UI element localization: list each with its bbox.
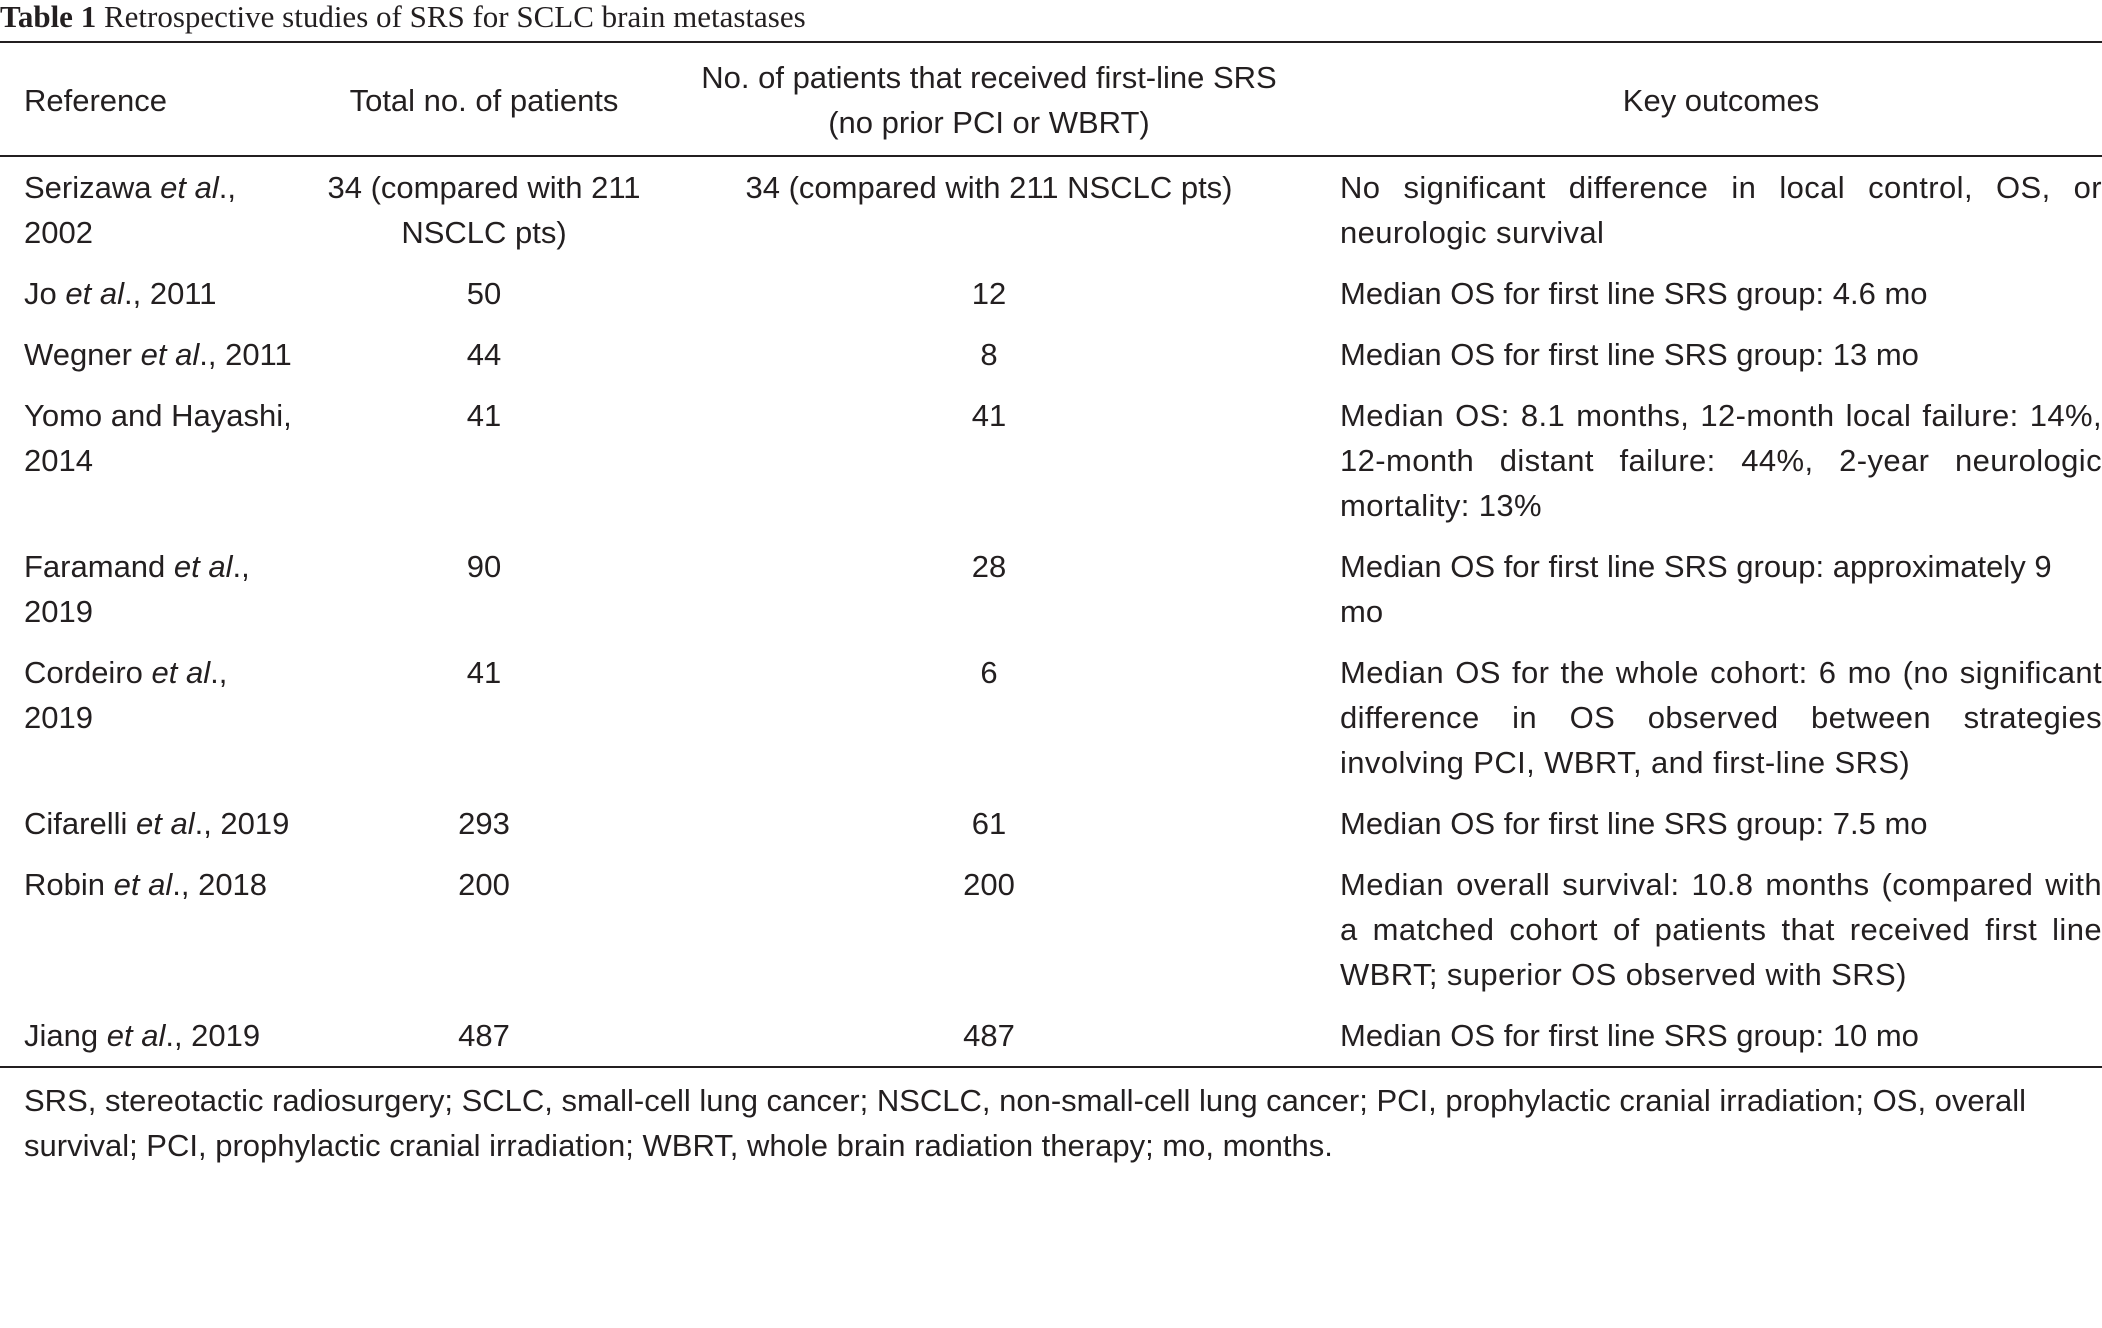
reference-year: ., 2019 (194, 806, 290, 841)
reference-et-al: et al (173, 549, 233, 584)
footnote: SRS, stereotactic radiosurgery; SCLC, small-cell lung cancer; NSCLC, non-small-cell lung cancer; PCI, prophylactic cranial irradiation; OS, overall survival; PCI, prophylactic cranial irradiation; WBRT, whole brain radiation therapy; mo, months. (24, 1083, 2026, 1163)
header-row (0, 42, 2102, 156)
cell-total-patients: 44 (466, 337, 502, 372)
cell-key-outcomes: Median OS for first line SRS group: 4.6 mo (1340, 276, 1928, 311)
cell-key-outcomes: Median OS for first line SRS group: 10 mo (1340, 1018, 1919, 1053)
cell-total-patients: 200 (458, 867, 510, 902)
cell-reference (0, 1005, 314, 1067)
cell-reference (0, 156, 314, 263)
cell-first-line-srs: 6 (980, 655, 998, 690)
cell-total-patients: 50 (466, 276, 502, 311)
reference-author: Wegner (24, 337, 132, 372)
table-label: Table 1 (0, 0, 97, 34)
table-title: Retrospective studies of SRS for SCLC brain metastases (103, 0, 806, 34)
cell-first-line-srs: 28 (971, 549, 1007, 584)
cell-total-patients: 487 (458, 1018, 510, 1053)
reference-et-al: et al (106, 1018, 166, 1053)
cell-first-line-srs: 61 (971, 806, 1007, 841)
cell-first-line-srs: 12 (971, 276, 1007, 311)
reference-et-al: et al (135, 806, 195, 841)
cell-reference (0, 324, 314, 385)
table-caption (0, 0, 806, 34)
cell-first-line-srs: 487 (963, 1018, 1015, 1053)
header-total: Total no. of patients (349, 82, 619, 118)
cell-reference (0, 536, 314, 642)
table-row (0, 1005, 2102, 1067)
reference-year: ., 2011 (123, 276, 217, 311)
footnote-row (0, 1067, 2102, 1168)
cell-first-line-srs: 8 (980, 337, 998, 372)
cell-key-outcomes: Median OS for first line SRS group: approximately 9 mo (1340, 549, 2052, 629)
cell-total-patients: 41 (466, 655, 502, 690)
table-body (0, 156, 2102, 1067)
table-row (0, 793, 2102, 854)
cell-reference (0, 642, 314, 793)
cell-key-outcomes: Median OS: 8.1 months, 12-month local failure: 14%, 12-month distant failure: 44%, 2-year neurologic mortality: 13% (1340, 398, 2102, 523)
table-row (0, 263, 2102, 324)
table-row (0, 536, 2102, 642)
header-first-line-line2: (no prior PCI or WBRT) (828, 105, 1150, 140)
reference-year: ., 2019 (24, 655, 228, 735)
cell-first-line-srs: 200 (963, 867, 1015, 902)
table-row (0, 854, 2102, 1005)
reference-author: Cordeiro (24, 655, 143, 690)
reference-author: Jo (24, 276, 57, 311)
cell-total-patients: 41 (466, 398, 502, 433)
reference-author: Serizawa (24, 170, 152, 205)
header-outcomes: Key outcomes (1622, 82, 1820, 118)
cell-key-outcomes: Median OS for first line SRS group: 7.5 mo (1340, 806, 1928, 841)
reference-year: ., 2002 (24, 170, 236, 250)
reference-et-al: et al (65, 276, 124, 311)
cell-first-line-srs: 34 (compared with 211 NSCLC pts) (745, 170, 1233, 205)
header-first-line-line1: No. of patients that received first-line SRS (701, 60, 1277, 95)
reference-year: ., 2011 (199, 337, 292, 372)
cell-reference (0, 385, 314, 536)
table-row (0, 642, 2102, 793)
cell-key-outcomes: Median OS for first line SRS group: 13 mo (1340, 337, 1919, 372)
cell-key-outcomes: Median OS for the whole cohort: 6 mo (no significant difference in OS observed between strategies involving PCI, WBRT, and first-line SRS) (1340, 655, 2102, 780)
cell-key-outcomes: Median overall survival: 10.8 months (compared with a matched cohort of patients that received first line WBRT; superior OS observed with SRS) (1340, 867, 2102, 992)
reference-author: Cifarelli (24, 806, 128, 841)
reference-year: ., 2019 (24, 549, 250, 629)
reference-year: ., 2019 (165, 1018, 261, 1053)
reference-et-al: et al (160, 170, 219, 205)
cell-key-outcomes: No significant difference in local control, OS, or neurologic survival (1340, 170, 2102, 250)
reference-author: Jiang (24, 1018, 99, 1053)
reference-et-al: et al (151, 655, 211, 690)
header-first-line (654, 42, 1324, 156)
cell-reference (0, 263, 314, 324)
reference-et-al: et al (140, 337, 200, 372)
cell-reference (0, 854, 314, 1005)
reference-year: ., 2018 (172, 867, 268, 902)
reference-author: Faramand (24, 549, 166, 584)
cell-first-line-srs: 41 (971, 398, 1007, 433)
reference-et-al: et al (113, 867, 173, 902)
cell-reference (0, 793, 314, 854)
header-reference: Reference (24, 82, 168, 118)
reference-author: Yomo and Hayashi, 2014 (24, 398, 292, 478)
reference-author: Robin (24, 867, 105, 902)
cell-total-patients: 90 (466, 549, 502, 584)
table-row (0, 385, 2102, 536)
table-row (0, 324, 2102, 385)
table-row (0, 156, 2102, 263)
cell-total-patients: 293 (458, 806, 510, 841)
cell-total-patients: 34 (compared with 211 NSCLC pts) (327, 170, 641, 250)
studies-table (0, 41, 2102, 1168)
